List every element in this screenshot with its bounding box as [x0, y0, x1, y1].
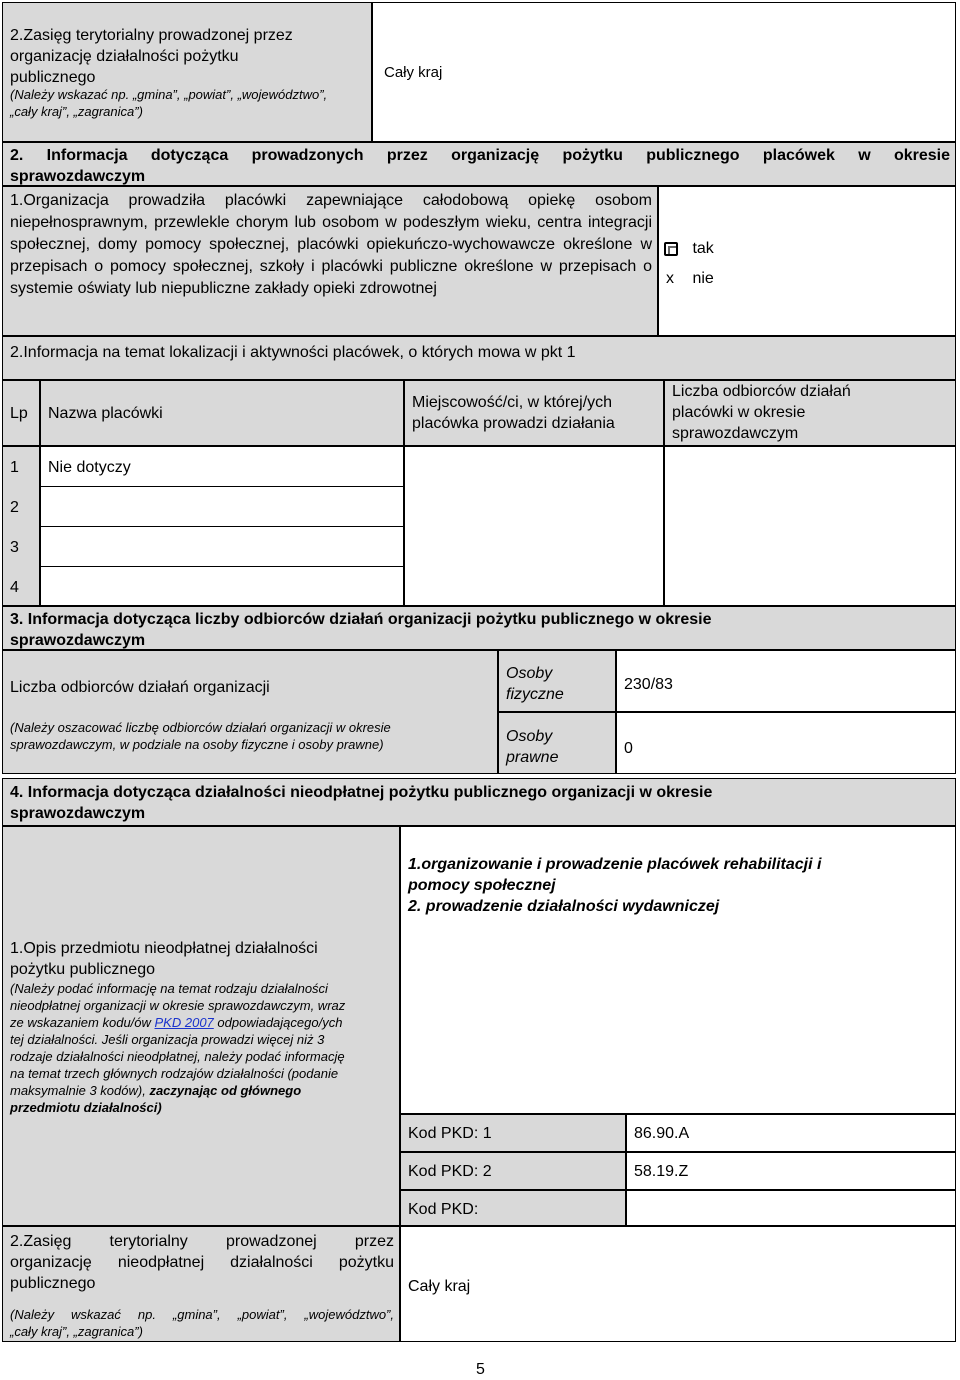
pkd-label: Kod PKD: 2 [408, 1163, 492, 1180]
row-lp: 3 [10, 539, 19, 556]
table-lp-column [2, 446, 40, 606]
table-header-name: Nazwa placówki [48, 405, 163, 422]
activities-text: 1.organizowanie i prowadzenie placówek rehabilitacji i pomocy społecznej 2. prowadzenie działalności wydawniczej [408, 856, 822, 915]
natural-persons-label: Osoby fizyczne [506, 665, 564, 703]
option-no[interactable] [666, 270, 714, 288]
recipients-label: Liczba odbiorców działań organizacji [10, 679, 270, 696]
q1-answer-cell [658, 186, 956, 336]
nonpaid-scope-value: Cały kraj [408, 1278, 471, 1295]
table-row [10, 457, 19, 478]
pkd-label: Kod PKD: [408, 1201, 479, 1218]
table-header-lp: Lp [10, 405, 28, 422]
nonpaid-scope-label: 2.Zasięg terytorialny prowadzonej przez organizację nieodpłatnej działalności pożytku publicznego [10, 1233, 394, 1292]
scope-hint: (Należy wskazać np. „gmina”, „powiat”, „województwo”, „cały kraj”, „zagranica”) [10, 87, 328, 119]
row-name: Nie dotyczy [48, 459, 131, 476]
radio-icon[interactable] [664, 242, 678, 256]
table-location-column[interactable] [404, 446, 664, 606]
table-header-recipients: Liczba odbiorców działań placówki w okresie sprawozdawczym [672, 383, 851, 442]
pkd-value: 86.90.A [634, 1125, 690, 1142]
row-lp: 4 [10, 579, 19, 596]
nonpaid-scope-value-cell[interactable] [400, 1226, 956, 1342]
recipients-label-cell [2, 650, 498, 774]
section2-heading: 2. Informacja dotycząca prowadzonych przez organizację pożytku publicznego placówek w okresie sprawozdawczym [10, 147, 950, 185]
option-yes-label: tak [692, 240, 714, 257]
nonpaid-scope-hint: (Należy wskazać np. „gmina”, „powiat”, „województwo”, „cały kraj”, „zagranica”) [10, 1307, 394, 1339]
row-lp: 2 [10, 499, 19, 516]
table-header-location: Miejscowość/ci, w której/ych placówka prowadzi działania [412, 394, 615, 432]
pkd-value: 58.19.Z [634, 1163, 689, 1180]
natural-persons-value: 230/83 [624, 676, 673, 693]
scope-value-cell[interactable] [372, 2, 956, 142]
scope-label [10, 25, 370, 88]
option-no-label: nie [692, 270, 714, 287]
scope-value: Cały kraj [384, 64, 443, 81]
legal-persons-value-cell[interactable] [616, 712, 956, 774]
table-row-divider [40, 526, 404, 527]
pkd-2007-link[interactable]: PKD 2007 [154, 1015, 214, 1030]
section3-heading: 3. Informacja dotycząca liczby odbiorców działań organizacji pożytku publicznego w okresie sprawozdawczym [10, 611, 712, 649]
table-row-divider [40, 566, 404, 567]
row-lp: 1 [10, 459, 19, 476]
pkd-label: Kod PKD: 1 [408, 1125, 492, 1142]
recipients-hint: (Należy oszacować liczbę odbiorców działań organizacji w okresie sprawozdawczym, w podziale na osoby fizyczne i osoby prawne) [10, 720, 391, 752]
table-recipients-column[interactable] [664, 446, 956, 606]
legal-persons-label: Osoby prawne [506, 728, 559, 766]
description-hint: (Należy podać informację na temat rodzaju działalności nieodpłatnej organizacji w okresie sprawozdawczym, wraz ze wskazaniem kodu/ów PKD 2007 odpowiadającego/ych tej działalności. Jeśli organizacja prowadzi więcej niż 3 rodzaje działalności nieodpłatnej, należy podać informację na temat trzech głównych rodzajów działalności (podanie maksymalnie 3 kodów), zaczynając od głównego przedmiotu działalności) [10, 981, 346, 1115]
legal-persons-value: 0 [624, 740, 633, 757]
q1-text: 1.Organizacja prowadziła placówki zapewniające całodobową opiekę osobom niepełnosprawnym, przewlekle chorym lub osobom w podeszłym wieku, centra integracji społecznej, domy pomocy społecznej, placówki opiekuńczo-wychowawcze określone w przepisach o pomocy społecznej, szkoły i placówki publiczne określone w przepisach o systemie oświaty lub niepubliczne zakłady opieki zdrowotnej [10, 192, 652, 297]
section4-heading: 4. Informacja dotycząca działalności nieodpłatnej pożytku publicznego organizacji w okresie sprawozdawczym [10, 784, 713, 822]
scope-label-line: publicznego [10, 69, 96, 86]
pkd-value-cell-3[interactable] [626, 1190, 956, 1226]
scope-label-line: 2.Zasięg terytorialny prowadzonej przez [10, 27, 293, 44]
option-yes[interactable] [664, 240, 714, 258]
description-label: 1.Opis przedmiotu nieodpłatnej działalności pożytku publicznego [10, 940, 318, 978]
q2-text: 2.Informacja na temat lokalizacji i aktywności placówek, o których mowa w pkt 1 [10, 344, 576, 361]
page-number: 5 [476, 1361, 485, 1378]
option-no-mark: x [666, 270, 674, 287]
table-row-divider [40, 486, 404, 487]
scope-label-line: organizację działalności pożytku [10, 48, 239, 65]
